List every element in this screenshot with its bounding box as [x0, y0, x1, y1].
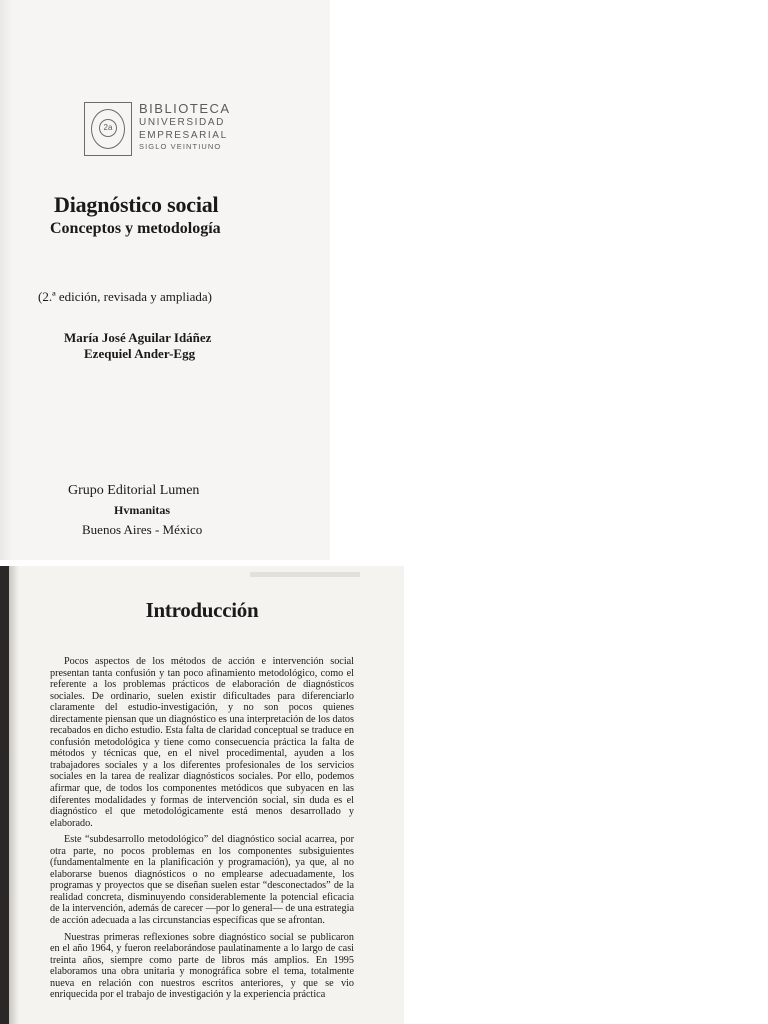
stamp-text [139, 102, 231, 152]
paragraph-2: Este “subdesarrollo metodológico” del diagnóstico social acarrea, por otra parte, no pocos problemas en los componentes subsiguientes (fundamentalmente en la planificación y programación), ya que, al no elaborarse buenos diagnósticos o no emplearse adecuadamente, los programas y proyectos que se diseñan suelen estar “desconectados” de la realidad concreta, disminuyendo considerablemente la potencial eficacia de la intervención, además de carecer —por lo general— de una estrategia de acción adecuada a las circunstancias específicas que se afrontan. [50, 834, 354, 927]
book-title: Diagnóstico social [54, 192, 219, 217]
author-1: María José Aguilar Idáñez [64, 330, 212, 345]
stamp-line-3: EMPRESARIAL [139, 130, 228, 141]
library-seal [84, 102, 132, 156]
seal-center: 2a [99, 119, 117, 137]
page-edge-shadow [9, 566, 19, 1024]
running-header-bleed [250, 572, 360, 577]
publication-location: Buenos Aires - México [82, 522, 203, 537]
publisher: Grupo Editorial Lumen [68, 483, 200, 498]
edition-note: (2.ª edición, revisada y ampliada) [38, 289, 212, 304]
introduction-body [50, 656, 354, 1006]
stamp-line-2: UNIVERSIDAD [139, 117, 225, 128]
book-spine [0, 566, 9, 1024]
paragraph-3: Nuestras primeras reflexiones sobre diagnóstico social se publicaron en el año 1964, y fueron reelaborándose paulatinamente a lo largo de casi treinta años, siempre como parte de libros más amplios. En 1995 elaboramos una obra unitaria y monográfica sobre el tema, totalmente nueva en relación con nuestros escritos anteriores, y que se vio enriquecida por el trabajo de investigación y la experiencia práctica [50, 931, 354, 1001]
title-page [0, 0, 330, 560]
library-stamp [84, 102, 244, 158]
collection: Hvmanitas [114, 503, 171, 517]
stamp-line-1: BIBLIOTECA [139, 101, 231, 116]
paragraph-1: Pocos aspectos de los métodos de acción e intervención social presentan tanta confusión y tan poco afinamiento metodológico, como el referente a los problemas prácticos de elaboración de diagnósticos sociales. De ordinario, suelen existir dificultades para diferenciarlo claramente del estudio-investigación, y no son pocos quienes directamente piensan que un diagnóstico es una interpretación de los datos recabados en dicho estudio. Esta falta de claridad conceptual se traduce en confusión metodológica y tiene como consecuencia práctica la falta de métodos y técnicas que, en el nivel procedimental, ayuden a los trabajadores sociales y a los diferentes profesionales de los servicios sociales en la tarea de realizar diagnósticos sociales. Por ello, podemos afirmar que, de todos los componentes metódicos que subyacen en las diferentes modalidades y formas de intervención social, sin duda es el diagnóstico el que metodológicamente está menos desarrollado y elaborado. [50, 656, 354, 829]
chapter-heading: Introducción [145, 598, 259, 622]
book-subtitle: Conceptos y metodología [50, 220, 221, 237]
stamp-line-4: SIGLO VEINTIUNO [139, 142, 222, 151]
author-2: Ezequiel Ander-Egg [84, 346, 196, 361]
page-shadow [0, 0, 12, 560]
authors [64, 330, 211, 362]
